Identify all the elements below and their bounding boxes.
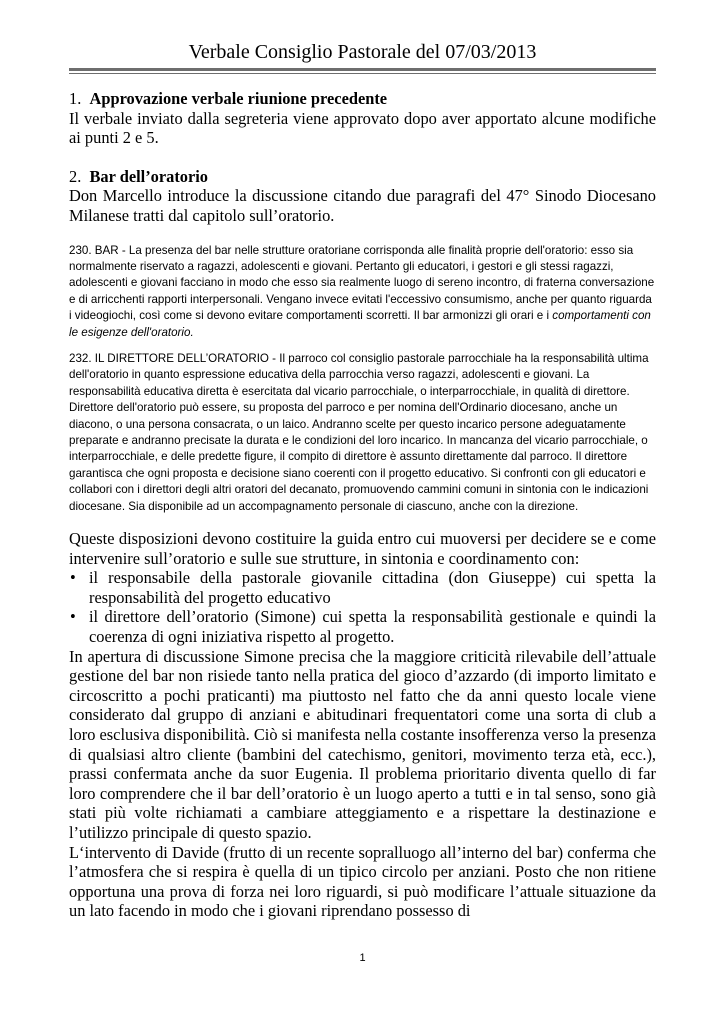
document-body: [69, 89, 656, 921]
bullet-icon: •: [70, 568, 76, 588]
list-item: [69, 568, 656, 607]
section-1-heading: [69, 89, 656, 109]
quote-232: 232. IL DIRETTORE DELL’ORATORIO - Il parroco col consiglio pastorale parrocchiale ha la responsabilità ultima dell'oratorio in quanto espressione educativa della parrocchia verso ragazzi, adolescenti e giovani. La responsabilità educativa diretta è esercitata dal vicario parrocchiale, o interparrocchiale, in qualità di direttore. Direttore dell'oratorio può essere, su proposta del parroco e per nomina dell'Ordinario diocesano, anche un diacono, o una persona consacrata, o un laico. Andranno scelte per questo incarico persone adeguatamente preparate e andranno precisate la durata e le condizioni del loro incarico. In mancanza del vicario parrocchiale, o interparrocchiale, e delle predette figure, il compito di direttore è assunto direttamente dal parroco. Il direttore garantisca che ogni proposta e decisione siano coerenti con il progetto educativo. Si confronti con gli educatori e collabori con i direttori degli altri oratori del decanato, promuovendo cammini comuni in sintonia con le indicazioni diocesane. Sia disponibile ad un accompagnamento personale di ciascuno, anche con la direzione.: [69, 352, 649, 513]
header-rule-thin: [69, 73, 656, 74]
list-item-text: il responsabile della pastorale giovanile cittadina (don Giuseppe) cui spetta la responsabilità del progetto educativo: [89, 568, 656, 607]
discussion-paragraph-davide: L‘intervento di Davide (frutto di un recente sopralluogo all’interno del bar) conferma che l’atmosfera che si respira è quella di un tipico circolo per anziani. Posto che non ritiene opportuna una prova di forza nei loro riguardi, si può modificare l’attuale situazione da un lato facendo in modo che i giovani riprendano possesso di: [69, 842, 656, 921]
section-1-text: Il verbale inviato dalla segreteria viene approvato dopo aver apportato alcune modifiche ai punti 2 e 5.: [69, 108, 656, 148]
quote-230-text: 230. BAR - La presenza del bar nelle strutture oratoriane corrisponda alle finalità proprie dell'oratorio: esso sia normalmente riservato a ragazzi, adolescenti e giovani. Pertanto gli educatori, i gestori e gli stessi ragazzi, adolescenti e giovani facciano in modo che esso sia realmente luogo di sereno incontro, di fraterna conversazione e di arricchenti rapporti interpersonali. Vengano invece evitati l'eccessivo consumismo, anche per quanto riguarda i videogiochi, così come si devono evitare comportamenti scorretti. Il bar armonizzi gli orari e i: [69, 243, 655, 323]
discussion-paragraph-simone: In apertura di discussione Simone precisa che la maggiore criticità rilevabile dell’attuale gestione del bar non risiede tanto nella pratica del gioco d’azzardo (di importo limitato e circoscritto a pochi praticanti) ma piuttosto nel fatto che da anni questo locale viene considerato dal gruppo di anziani e abitudinari frequentatori come una sorta di club a loro esclusiva disponibilità. Ciò si manifesta nella costante insofferenza verso la presenza di qualsiasi altro cliente (bambini del catechismo, genitori, movimento terza età, ecc.), prassi confermata anche da suor Eugenia. Il problema prioritario diventa quello di far loro comprendere che il bar dell’oratorio è un luogo aperto a tutti e in tal senso, sono già stati più volte richiamati a cambiare atteggiamento e a rispettare la destinazione e l’utilizzo principale di questo spazio.: [69, 646, 656, 842]
section-2-heading: [69, 167, 656, 187]
bullet-icon: •: [70, 607, 76, 627]
page-header-title: Verbale Consiglio Pastorale del 07/03/2013: [188, 41, 537, 63]
intro-paragraph: Queste disposizioni devono costituire la guida entro cui muoversi per decidere se e come intervenire sull’oratorio e sulle sue strutture, in sintonia e coordinamento con:: [69, 529, 656, 568]
list-item: [69, 607, 656, 646]
responsibility-list: [69, 568, 656, 646]
list-item-text: il direttore dell’oratorio (Simone) cui spetta la responsabilità gestionale e quindi la coerenza di ogni iniziativa rispetto al progetto.: [89, 607, 656, 647]
header-rule-thick: [69, 68, 656, 71]
section-1-number: 1.: [69, 89, 82, 108]
quote-230: [69, 243, 656, 341]
section-2-text: Don Marcello introduce la discussione citando due paragrafi del 47° Sinodo Diocesano Milanese tratti dal capitolo sull’oratorio.: [69, 186, 656, 225]
quote-230-italic: comportamenti con le esigenze dell'oratorio.: [69, 309, 651, 339]
section-2-number: 2.: [69, 166, 82, 186]
page-number: 1: [359, 952, 366, 964]
section-1-title: Approvazione verbale riunione precedente: [89, 89, 388, 108]
section-2-title: Bar dell’oratorio: [89, 166, 209, 186]
